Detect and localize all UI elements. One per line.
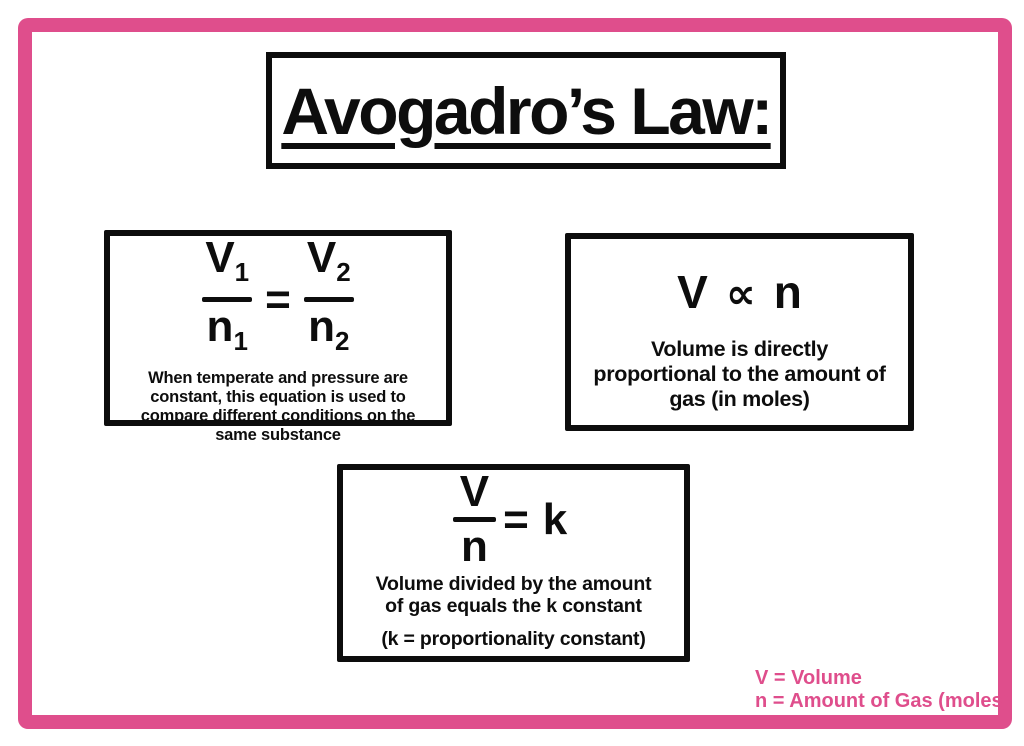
- equals-sign: =: [503, 494, 529, 544]
- fraction-v2-over-n2: [306, 233, 351, 362]
- caption-line: same substance: [215, 426, 341, 444]
- numerator-v2: $V_2$: [306, 233, 351, 287]
- k-constant-box: [337, 464, 690, 662]
- subscript-1: 1: [234, 257, 250, 287]
- fraction-v-over-n: [459, 467, 490, 571]
- proportionality-box: [565, 233, 914, 431]
- caption-line: Volume divided by the amount: [375, 573, 652, 595]
- fraction-v1-over-n1: [205, 233, 250, 362]
- legend-line-volume: V = Volume: [755, 667, 862, 689]
- legend-line-amount-of-gas: n = Amount of Gas (moles): [755, 690, 1010, 712]
- comparison-equation-box: [104, 230, 452, 444]
- subscript-1: 1: [233, 326, 248, 356]
- caption-line: gas (in moles): [669, 387, 810, 411]
- caption-line: compare different conditions on the: [140, 407, 416, 425]
- equation-v-proportional-n: [677, 266, 802, 318]
- subscript-2: 2: [334, 326, 350, 356]
- k-definition-note: (k = proportionality constant): [381, 628, 646, 650]
- denominator-n2: $n_2$: [308, 302, 350, 356]
- constant-k: k: [542, 494, 568, 544]
- caption-line: constant, this equation is used to: [150, 388, 406, 406]
- comparison-caption: [141, 369, 415, 445]
- caption-line: Volume is directly: [650, 337, 828, 361]
- proportionality-caption: [593, 337, 885, 412]
- equals-sign: =: [265, 274, 291, 324]
- numerator-v: V: [459, 467, 490, 516]
- equation-v1n1-equals-v2n2: [205, 233, 351, 362]
- page-title: Avogadro’s Law:: [281, 73, 771, 148]
- k-constant-caption: [376, 573, 652, 617]
- numerator-v1: $V_1$: [205, 233, 250, 287]
- subscript-2: 2: [336, 257, 351, 287]
- title-box: [266, 52, 786, 169]
- equation-v-over-n-equals-k: [459, 467, 568, 571]
- caption-line: proportional to the amount of: [593, 362, 886, 386]
- denominator-n: n: [460, 522, 488, 571]
- caption-line: of gas equals the k constant: [385, 595, 642, 617]
- variable-v: V: [677, 266, 708, 318]
- variable-n: n: [773, 266, 802, 318]
- proportional-to-symbol: ∝: [725, 269, 756, 318]
- caption-line: When temperate and pressure are: [148, 369, 408, 387]
- variable-legend: [755, 667, 1009, 713]
- denominator-n1: $n_1$: [206, 302, 248, 356]
